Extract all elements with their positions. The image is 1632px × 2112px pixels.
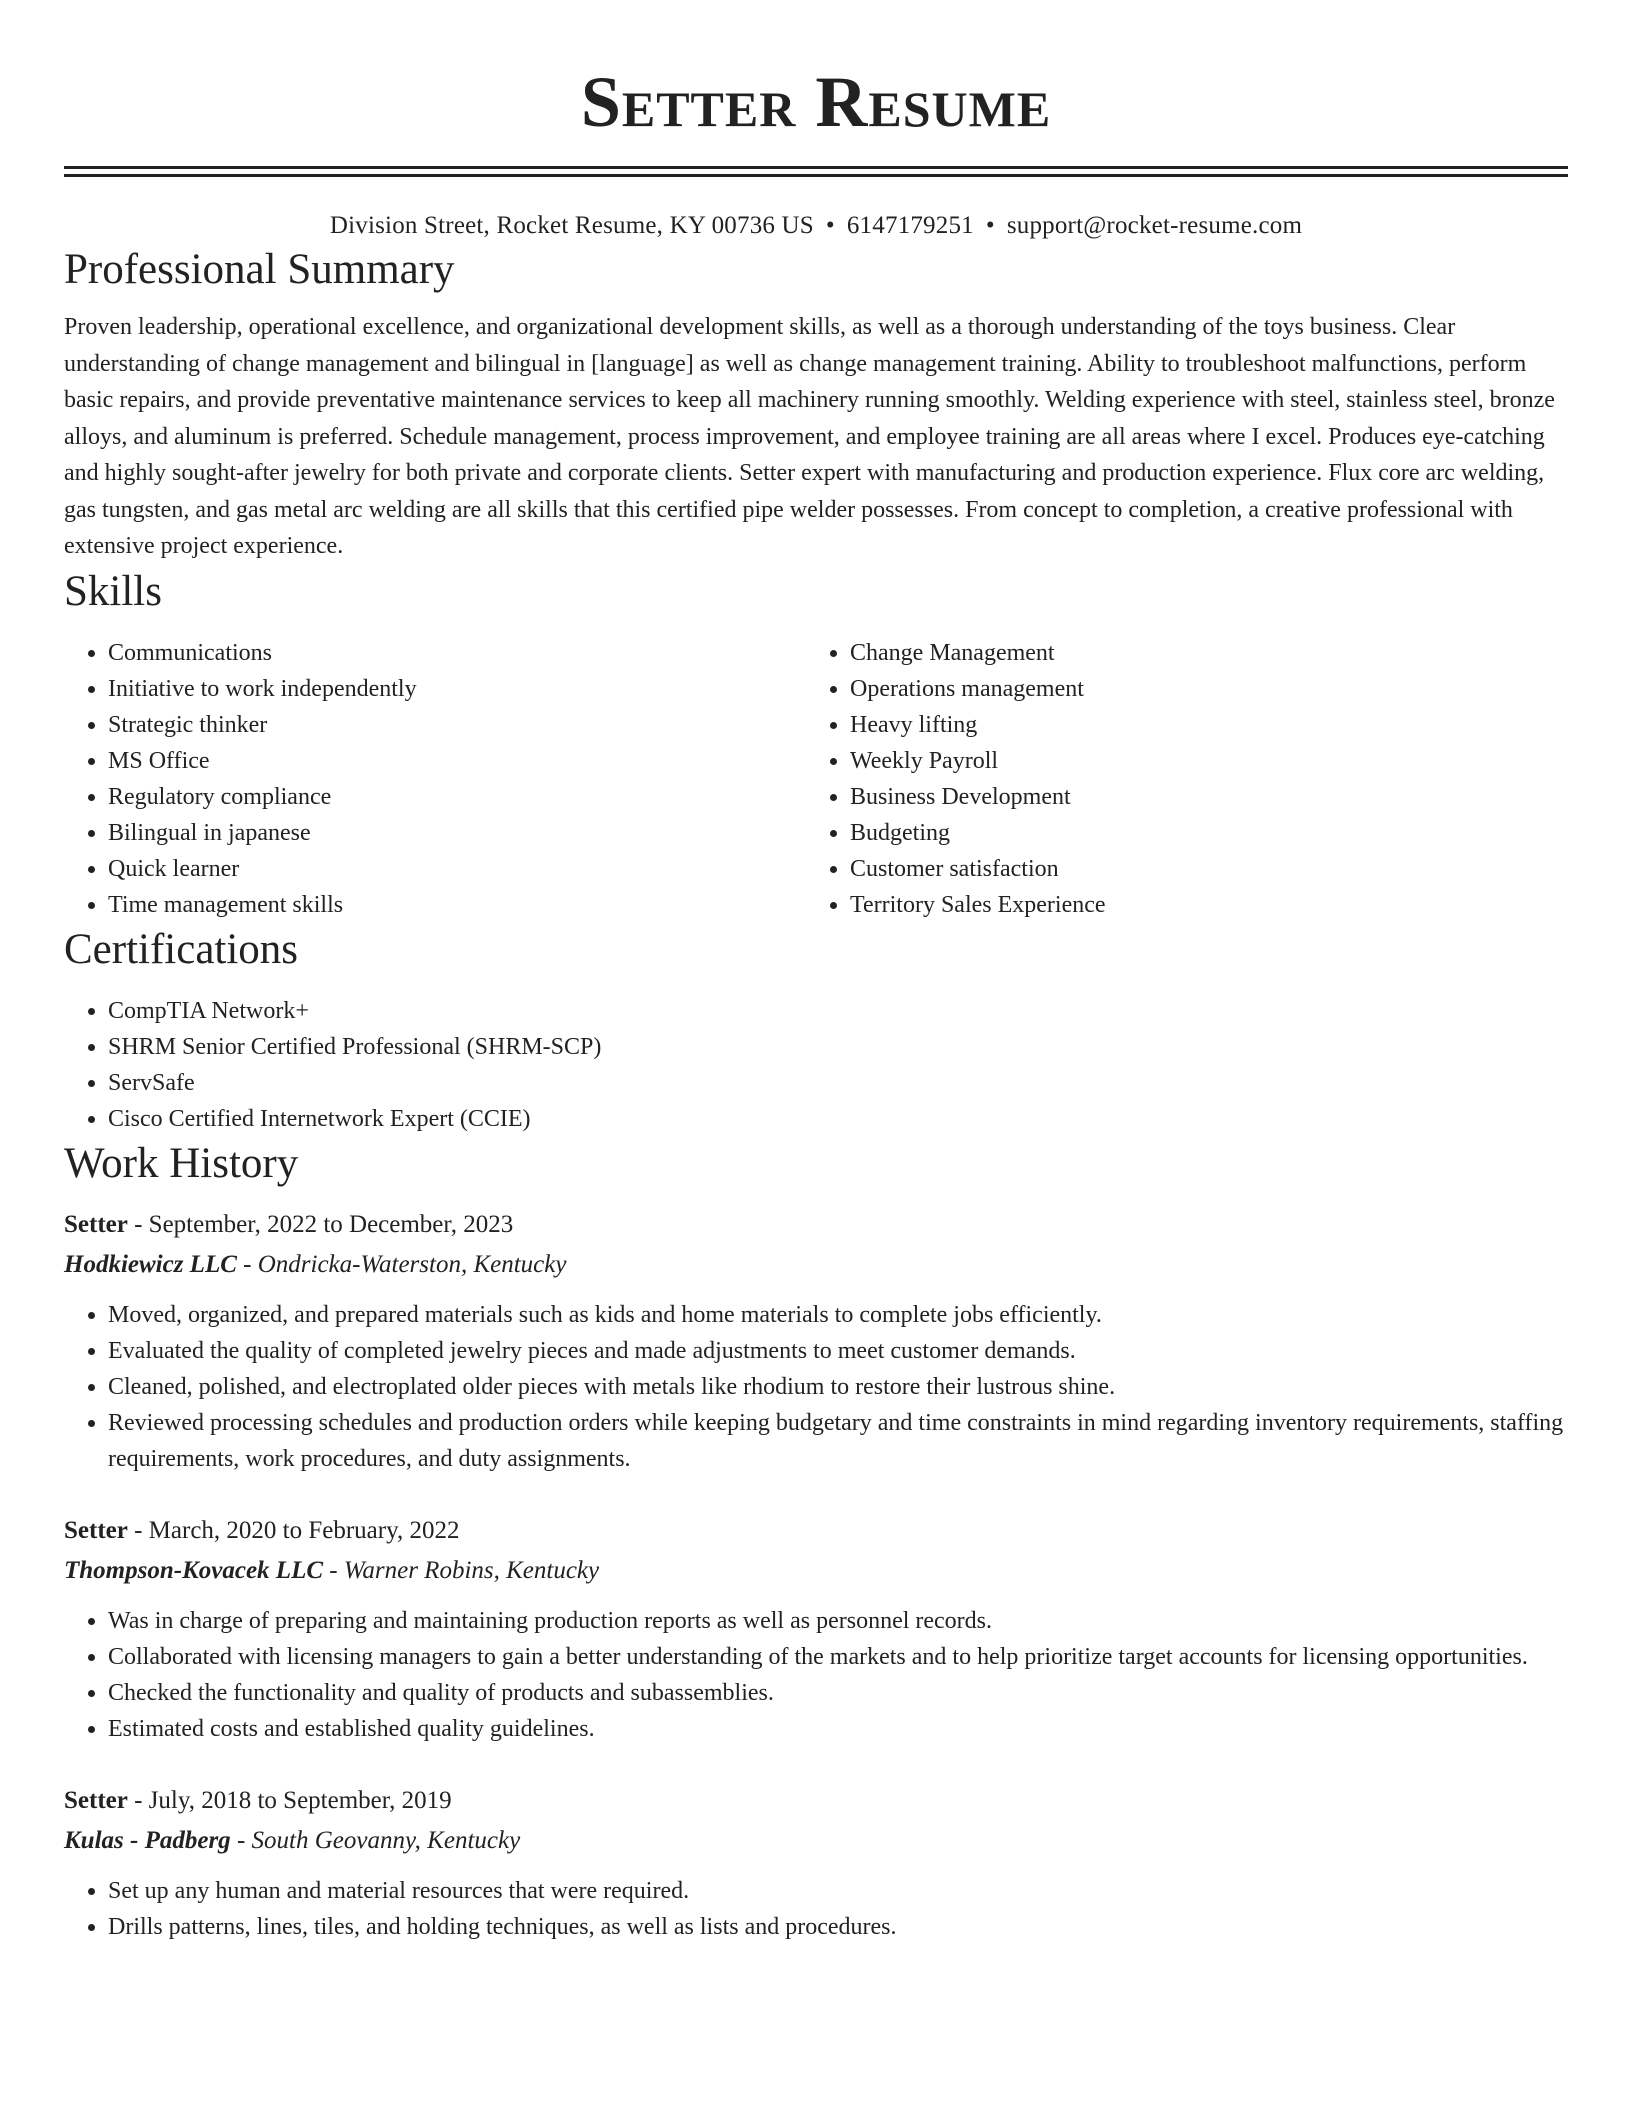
- job-bullet: • Evaluated the quality of completed jewelry pieces and made adjustments to meet customer demands.: [108, 1333, 1568, 1369]
- skill-item: • MS Office: [108, 743, 806, 779]
- job-location: - Warner Robins, Kentucky: [323, 1556, 600, 1584]
- job-company: Kulas - Padberg: [64, 1826, 231, 1854]
- job-company: Hodkiewicz LLC: [64, 1250, 237, 1278]
- job-entry: [64, 1205, 1568, 1477]
- job-bullet: • Reviewed processing schedules and production orders while keeping budgetary and time constraints in mind regarding inventory requirements, staffing requirements, work procedures, and duty assignments.: [108, 1405, 1568, 1477]
- job-bullets: [64, 1873, 1568, 1945]
- skill-item: • Business Development: [850, 779, 1548, 815]
- skill-item: • Strategic thinker: [108, 707, 806, 743]
- header-rule-bottom: [64, 174, 1568, 177]
- job-company-line: [64, 1821, 1568, 1861]
- certification-item: • CompTIA Network+: [108, 993, 1568, 1029]
- skill-item: • Bilingual in japanese: [108, 815, 806, 851]
- skill-item: • Heavy lifting: [850, 707, 1548, 743]
- job-title-line: [64, 1781, 1568, 1821]
- job-dates: - July, 2018 to September, 2019: [127, 1786, 452, 1814]
- certification-item: • SHRM Senior Certified Professional (SHRM-SCP): [108, 1029, 1568, 1065]
- job-bullet: • Set up any human and material resources that were required.: [108, 1873, 1568, 1909]
- skill-item: • Communications: [108, 635, 806, 671]
- job-entry: [64, 1511, 1568, 1747]
- certifications-list: [64, 993, 1568, 1137]
- job-bullet: • Drills patterns, lines, tiles, and holding techniques, as well as lists and procedures.: [108, 1909, 1568, 1945]
- resume-page: [64, 0, 1568, 1945]
- skills-list-left: [64, 635, 806, 923]
- job-bullet: • Cleaned, polished, and electroplated older pieces with metals like rhodium to restore their lustrous shine.: [108, 1369, 1568, 1405]
- certification-item: • Cisco Certified Internetwork Expert (CCIE): [108, 1101, 1568, 1137]
- work-history-heading: Work History: [64, 1139, 299, 1187]
- skill-item: • Time management skills: [108, 887, 806, 923]
- job-bullets: [64, 1297, 1568, 1477]
- certification-item: • ServSafe: [108, 1065, 1568, 1101]
- job-title: Setter: [64, 1786, 128, 1814]
- job-dates: - September, 2022 to December, 2023: [127, 1210, 514, 1238]
- job-dates: - March, 2020 to February, 2022: [127, 1516, 460, 1544]
- contact-address: Division Street, Rocket Resume, KY 00736 US: [329, 212, 814, 239]
- skill-item: • Change Management: [850, 635, 1548, 671]
- skill-item: • Budgeting: [850, 815, 1548, 851]
- skill-item: • Operations management: [850, 671, 1548, 707]
- contact-separator: •: [985, 212, 995, 239]
- job-title: Setter: [64, 1516, 128, 1544]
- job-bullet: • Collaborated with licensing managers to gain a better understanding of the markets and to help prioritize target accounts for licensing opportunities.: [108, 1639, 1568, 1675]
- contact-phone: 6147179251: [846, 212, 974, 239]
- header-rule-top: [64, 166, 1568, 169]
- job-title-line: [64, 1205, 1568, 1245]
- job-company-line: [64, 1245, 1568, 1285]
- job-bullets: [64, 1603, 1568, 1747]
- job-company: Thompson-Kovacek LLC: [64, 1556, 324, 1584]
- job-bullet: • Estimated costs and established quality guidelines.: [108, 1711, 1568, 1747]
- summary-heading: Professional Summary: [64, 246, 455, 293]
- skill-item: • Initiative to work independently: [108, 671, 806, 707]
- summary-text: Proven leadership, operational excellence, and organizational development skills, as well as a thorough understanding of the toys business. Clear understanding of change management and bilingual in [language] as well as change management training. Ability to troubleshoot malfunctions, perform basic repairs, and provide preventative maintenance services to keep all machinery running smoothly. Welding experience with steel, stainless steel, bronze alloys, and aluminum is preferred. Schedule management, process improvement, and employee training are all areas where I excel. Produces eye-catching and highly sought-after jewelry for both private and corporate clients. Setter expert with manufacturing and production experience. Flux core arc welding, gas tungsten, and gas metal arc welding are all skills that this certified pipe welder possesses. From concept to completion, a creative professional with extensive project experience.: [64, 314, 1555, 559]
- skill-item: • Weekly Payroll: [850, 743, 1548, 779]
- contact-separator: •: [825, 212, 835, 239]
- contact-email: support@rocket-resume.com: [1006, 212, 1303, 239]
- skills-grid: [64, 635, 1568, 923]
- job-bullet: • Checked the functionality and quality of products and subassemblies.: [108, 1675, 1568, 1711]
- skill-item: • Territory Sales Experience: [850, 887, 1548, 923]
- certifications-heading: Certifications: [64, 925, 299, 973]
- job-title: Setter: [64, 1210, 128, 1238]
- resume-name: Setter Resume: [580, 62, 1052, 142]
- job-entry: [64, 1781, 1568, 1945]
- job-title-line: [64, 1511, 1568, 1551]
- skills-list-right: [806, 635, 1548, 923]
- contact-line: [64, 209, 1568, 243]
- skill-item: • Customer satisfaction: [850, 851, 1548, 887]
- skill-item: • Quick learner: [108, 851, 806, 887]
- job-location: - South Geovanny, Kentucky: [230, 1826, 521, 1854]
- skill-item: • Regulatory compliance: [108, 779, 806, 815]
- job-company-line: [64, 1551, 1568, 1591]
- skills-heading: Skills: [64, 567, 162, 615]
- job-bullet: • Was in charge of preparing and maintaining production reports as well as personnel records.: [108, 1603, 1568, 1639]
- job-location: - Ondricka-Waterston, Kentucky: [236, 1250, 567, 1278]
- job-bullet: • Moved, organized, and prepared materials such as kids and home materials to complete jobs efficiently.: [108, 1297, 1568, 1333]
